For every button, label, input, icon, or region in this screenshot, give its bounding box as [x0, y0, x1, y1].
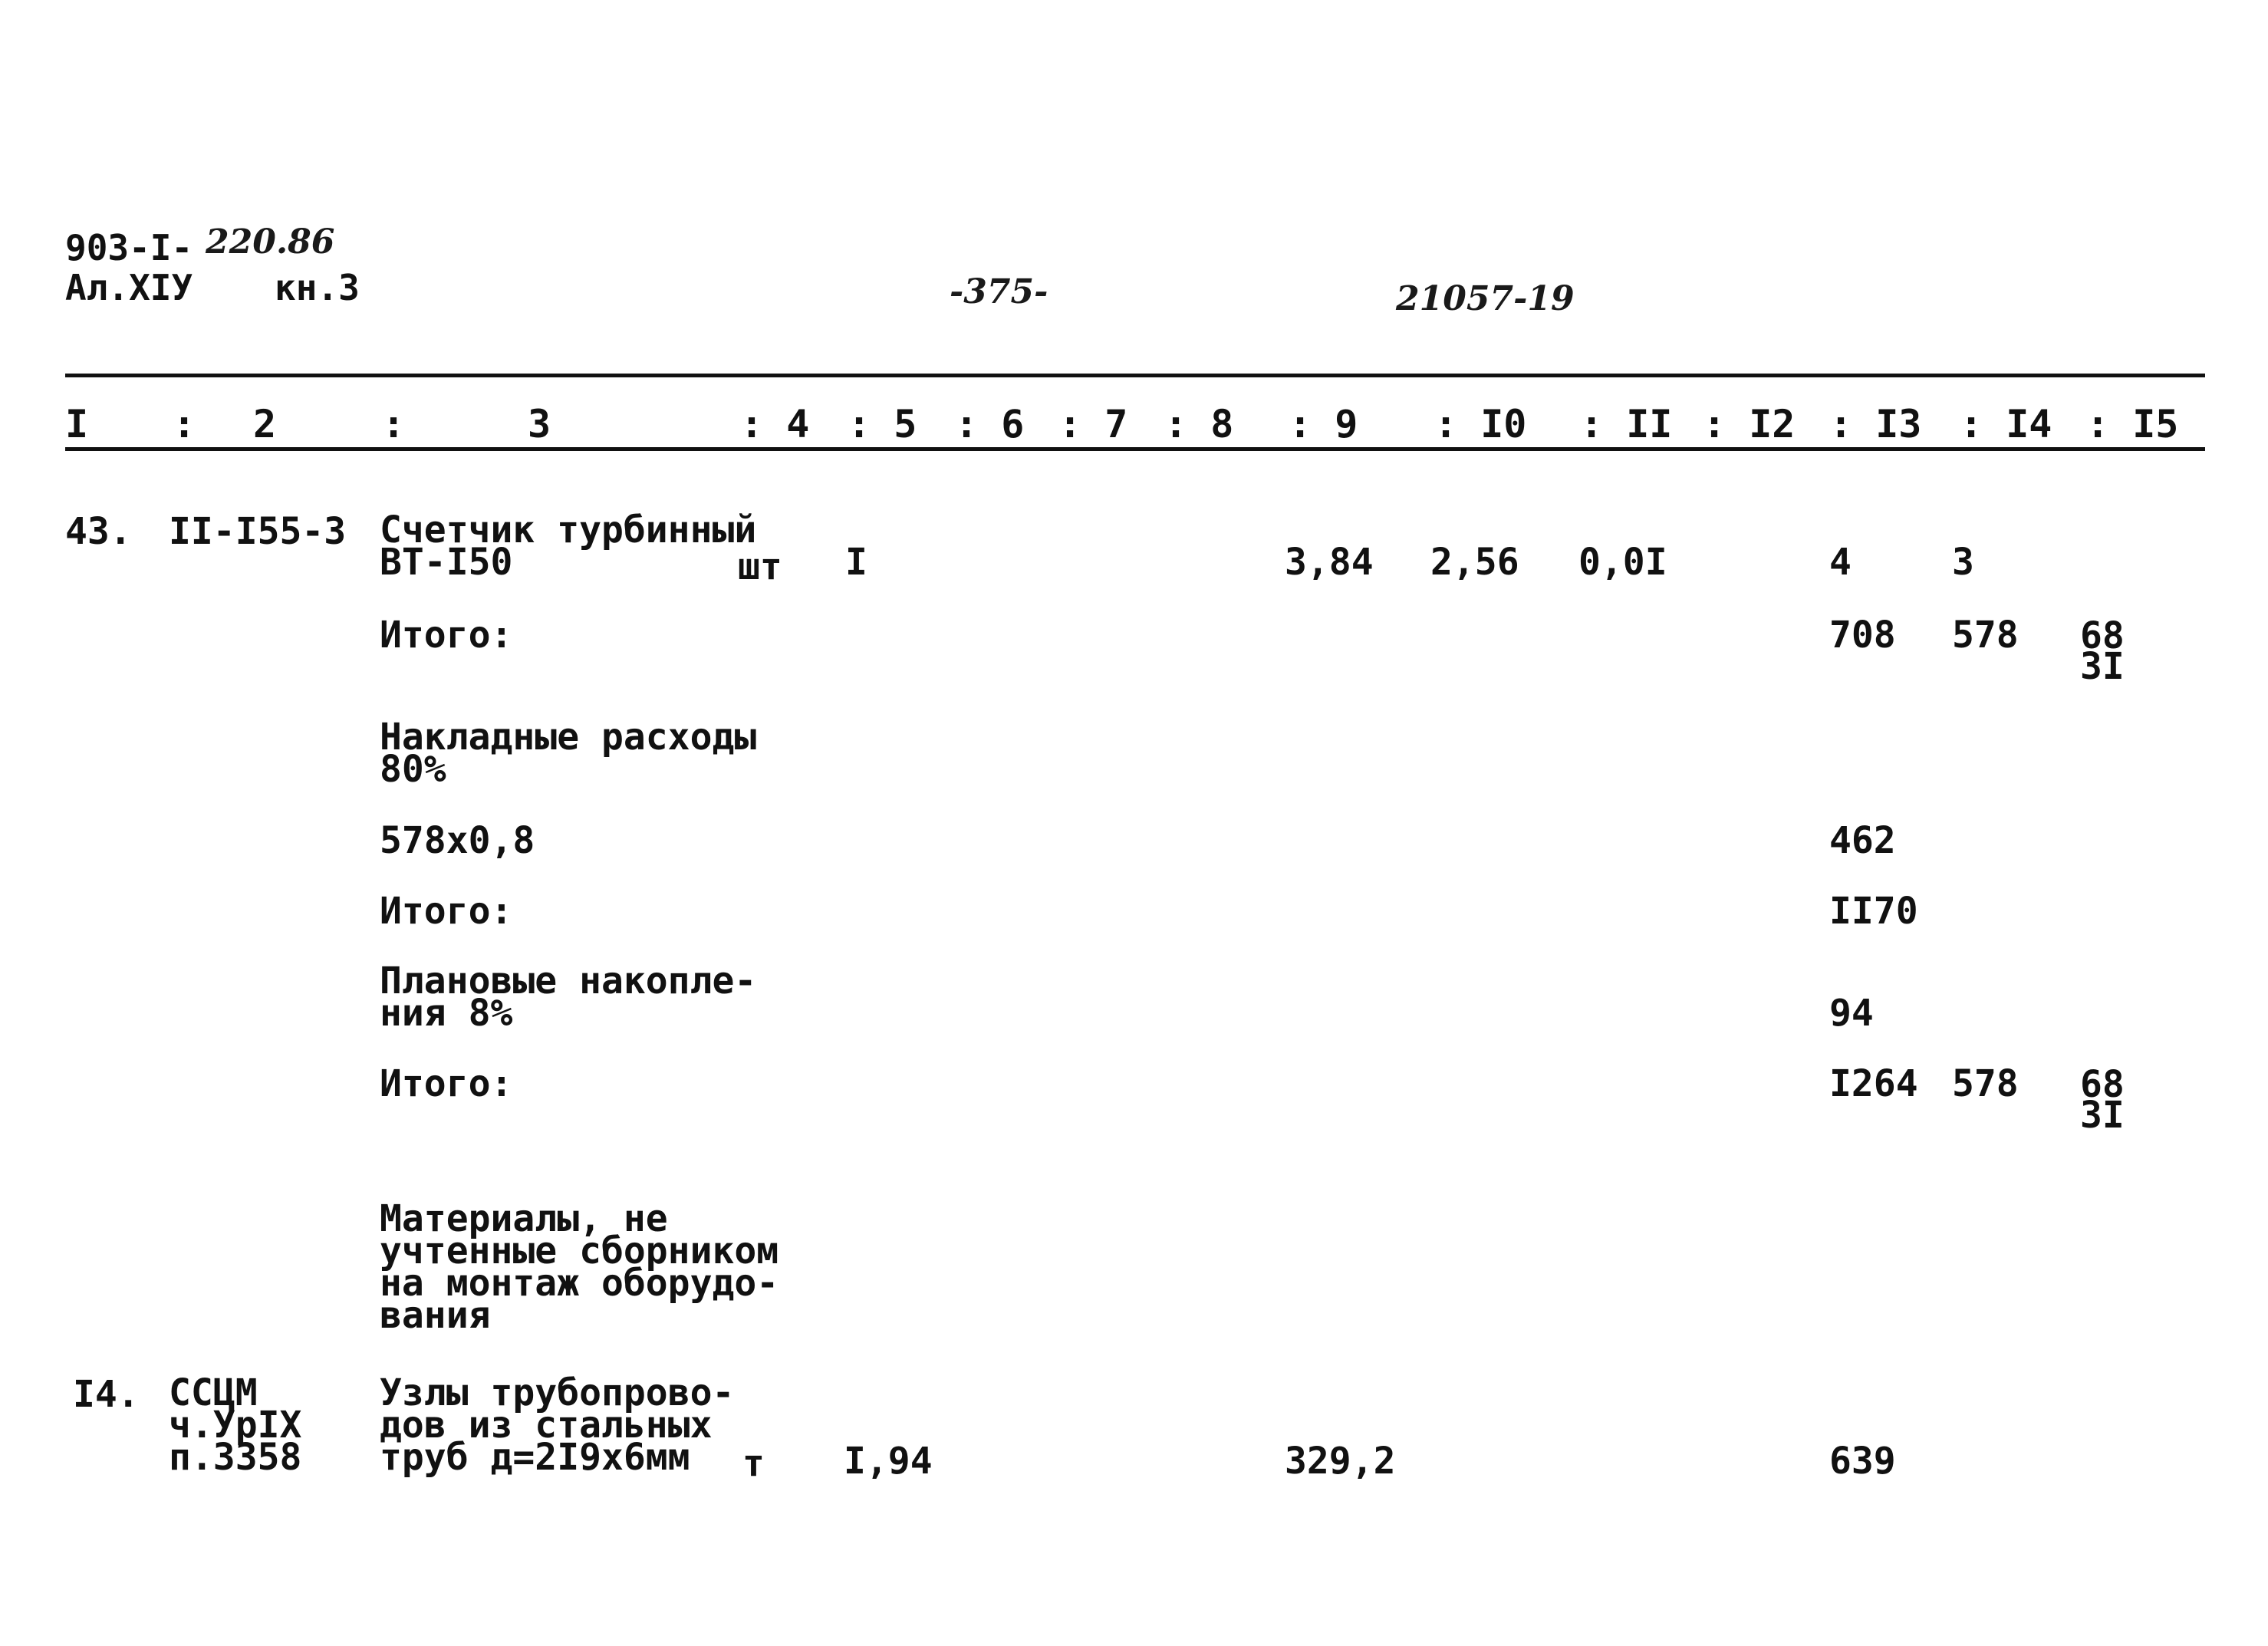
col-header-10: : I0 [1434, 402, 1527, 446]
registration-number: 21057-19 [1396, 279, 1575, 318]
col14-value: 3 [1952, 541, 1974, 584]
item-name-line: труб д=2I9х6мм [380, 1436, 690, 1479]
col13-value: 708 [1829, 614, 1896, 657]
col-header-7: : 7 [1058, 402, 1128, 446]
col-header-9: : 9 [1289, 402, 1358, 446]
col-header-11: : II [1580, 402, 1673, 446]
col-header-8: : 8 [1164, 402, 1234, 446]
materials-heading-line: вания [380, 1294, 491, 1337]
col13-value: II70 [1829, 890, 1918, 933]
quantity: I,94 [844, 1440, 933, 1483]
col13-value: 4 [1829, 541, 1852, 584]
overhead-label-line: Накладные расходы [380, 716, 757, 759]
item-name-line: дов из стальных [380, 1404, 713, 1447]
col-header-13: : I3 [1829, 402, 1922, 446]
col-header-sep: : [173, 402, 196, 446]
col11-value: 0,0I [1578, 541, 1667, 584]
rate-code: II-I55-3 [169, 510, 347, 553]
col13-value: I264 [1829, 1062, 1918, 1105]
col9-value: 3,84 [1285, 541, 1374, 584]
materials-heading-line: учтенные сборником [380, 1230, 779, 1272]
subtotal-label: Итого: [380, 614, 513, 657]
col-header-14: : I4 [1960, 402, 2052, 446]
document-code-handwritten: 220.86 [206, 222, 335, 262]
col-header-15: : I5 [2086, 402, 2179, 446]
materials-heading-line: Материалы, не [380, 1197, 668, 1240]
row-number: 43. [65, 510, 132, 553]
quantity: I [845, 541, 867, 584]
book-label: кн.3 [275, 267, 360, 308]
col-header-5: : 5 [848, 402, 917, 446]
col10-value: 2,56 [1430, 541, 1519, 584]
item-name-line: ВТ-I50 [380, 541, 513, 584]
rate-code-line: ССЦМ [169, 1371, 258, 1414]
col14-value: 578 [1952, 1062, 2019, 1105]
col-header-12: : I2 [1703, 402, 1796, 446]
overhead-calculation: 578х0,8 [380, 819, 535, 862]
col15-value: 68 [2080, 1063, 2125, 1106]
col15-value: 3I [2080, 645, 2125, 688]
unit: т [742, 1442, 765, 1485]
col15-value: 68 [2080, 614, 2125, 657]
col9-value: 329,2 [1285, 1440, 1396, 1483]
col-header-3: 3 [528, 402, 551, 446]
col15-value: 3I [2080, 1094, 2125, 1137]
row-number: I4. [73, 1373, 140, 1416]
planned-label-line: ния 8% [380, 992, 513, 1035]
col-header-2: 2 [253, 402, 277, 446]
col13-value: 639 [1829, 1440, 1896, 1483]
header-rule [65, 447, 2205, 451]
col-header-6: : 6 [955, 402, 1025, 446]
planned-label-line: Плановые накопле- [380, 960, 757, 1002]
item-name-line: Счетчик турбинный [380, 509, 757, 551]
rate-code-line: п.3358 [169, 1436, 302, 1479]
col14-value: 578 [1952, 614, 2019, 657]
overhead-label-line: 80% [380, 748, 446, 791]
col13-value: 462 [1829, 819, 1896, 862]
album-label: Ал.XIУ [65, 267, 193, 308]
total-label: Итого: [380, 1062, 513, 1105]
col13-value: 94 [1829, 992, 1874, 1035]
col-header-1: I [65, 402, 89, 446]
subtotal-label: Итого: [380, 890, 513, 933]
materials-heading-line: на монтаж оборудо- [380, 1262, 779, 1305]
item-name-line: Узлы трубопрово- [380, 1371, 735, 1414]
col-header-sep: : [382, 402, 406, 446]
document-code: 903-I- [65, 227, 193, 268]
unit: шт [738, 545, 782, 588]
top-rule [65, 374, 2205, 377]
page-number: -375- [950, 272, 1048, 311]
rate-code-line: ч.УрIX [169, 1404, 302, 1447]
col-header-4: : 4 [740, 402, 810, 446]
